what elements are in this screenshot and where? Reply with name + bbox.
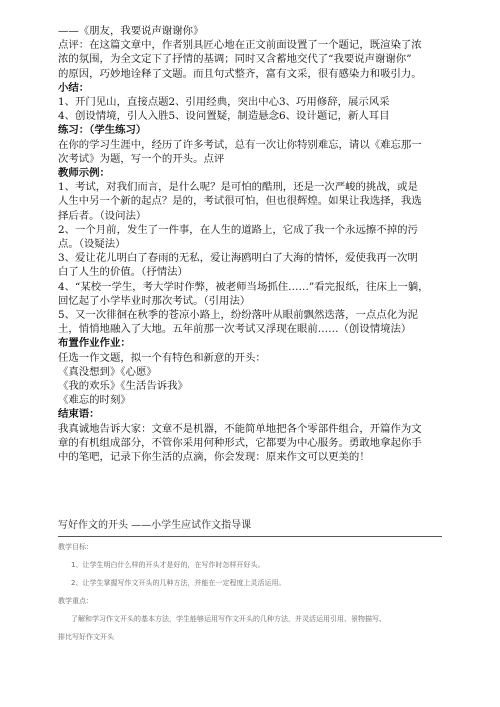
lesson-plan-section (58, 519, 442, 643)
text-line: 我真诚地告诉大家：文章不是机器，不能简单地把各个零部件组合，开篇作为文 (58, 422, 422, 435)
text-line: 《真没想到》《心愿》 (58, 365, 157, 378)
section-heading: 教师示例： (58, 167, 110, 180)
title-divider (58, 536, 442, 537)
text-line: 白了人生的价值。（抒情法） (58, 266, 188, 279)
text-line: 土，悄悄地融入了大地。五年前那一次考试又浮现在眼前……（创设情境法） (58, 323, 412, 336)
text-line: 浓的氛围，为全文定下了抒情的基调；同时又含蓄地交代了“我要说声谢谢你” (58, 53, 412, 66)
text-line: 在你的学习生涯中，经历了许多考试，总有一次让你特别难忘，请以《难忘那一 (58, 138, 422, 151)
focus-label: 教学重点： (58, 596, 93, 605)
section-heading: 小结： (58, 81, 90, 94)
goal-item-1: 1、让学生明白什么样的开头才是好的，在写作时怎样开好头。 (71, 560, 265, 569)
text-line: 5、又一次徘徊在秋季的苍凉小路上，纷纷落叶从眼前飘然迭落，一点点化为泥 (58, 309, 418, 322)
text-line: 2、一个月前，发生了一件事，在人生的道路上，它成了我一个永远擦不掉的污 (58, 223, 418, 236)
text-line: 中的笔吧，记录下你生活的点滴，你会发现：原来作文可以更美的！ (58, 451, 370, 464)
goals-label: 教学目标： (58, 543, 93, 551)
text-line: 1、考试，对我们而言，是什么呢？是可怕的酷刑，还是一次严峻的挑战，或是 (58, 181, 418, 194)
text-line: 点。（设疑法） (58, 238, 126, 251)
text-line: 的原因，巧妙地诠释了文题。而且句式整齐，富有文采，很有感染力和吸引力。 (58, 67, 422, 80)
text-line: 3、爱让花儿明白了春雨的无私，爱让海鸥明白了大海的情怀，爱使我再一次明 (58, 252, 418, 265)
text-line: 《难忘的时刻》 (58, 394, 131, 407)
text-line: 次考试》为题，写一个的开头。点评 (58, 152, 225, 165)
goal-item-2: 2、让学生掌握写作文开头的几种方法，并能在一定程度上灵活运用。 (71, 578, 286, 587)
text-line: 任选一作文题，拟一个有特色和新意的开头： (58, 351, 266, 364)
section-heading: 结束语： (58, 408, 100, 421)
text-line: 《我的欢乐》《生活告诉我》 (58, 380, 188, 393)
text-line: 回忆起了小学毕业时那次考试。（引用法） (58, 294, 251, 307)
section-heading: 练习：（学生练习） (58, 124, 147, 137)
focus-text-line-2: 排比写好作文开头 (58, 632, 114, 641)
lesson-title: 写好作文的开头 ——小学生应试作文指导课 (58, 520, 252, 531)
text-line: 点评：在这篇文章中，作者别具匠心地在正文前面设置了一个题记，既渲染了浓 (58, 39, 422, 52)
text-line: ——《朋友，我要说声谢谢你》 (58, 25, 204, 37)
text-line: 4、创设情境，引人入胜5、设问置疑，制造悬念6、设计题记，新人耳目 (58, 110, 390, 123)
text-line: 1、开门见山，直接点题2、引用经典，突出中心3、巧用修辞，展示风采 (58, 96, 390, 109)
focus-text-line-1: 了解和学习作文开头的基本方法，学生能够运用写作文开头的几种方法，并灵活运用引用、景物描写、 (71, 614, 386, 623)
text-line: 人生中另一个新的起点？是的，考试很可怕，但也很辉煌。如果让我选择，我选 (58, 195, 422, 208)
text-line: 择后者。（设问法） (58, 209, 147, 222)
section-heading: 布置作业作业： (58, 337, 131, 350)
text-line: 4、“某校一学生，考大学时作弊，被老师当场抓住……”看完报纸，往床上一躺， (58, 280, 429, 293)
essay-guide-section (58, 24, 442, 464)
text-line: 章的有机组成部分，不管你采用何种形式，它都要为中心服务。勇敢地拿起你手 (58, 436, 422, 449)
